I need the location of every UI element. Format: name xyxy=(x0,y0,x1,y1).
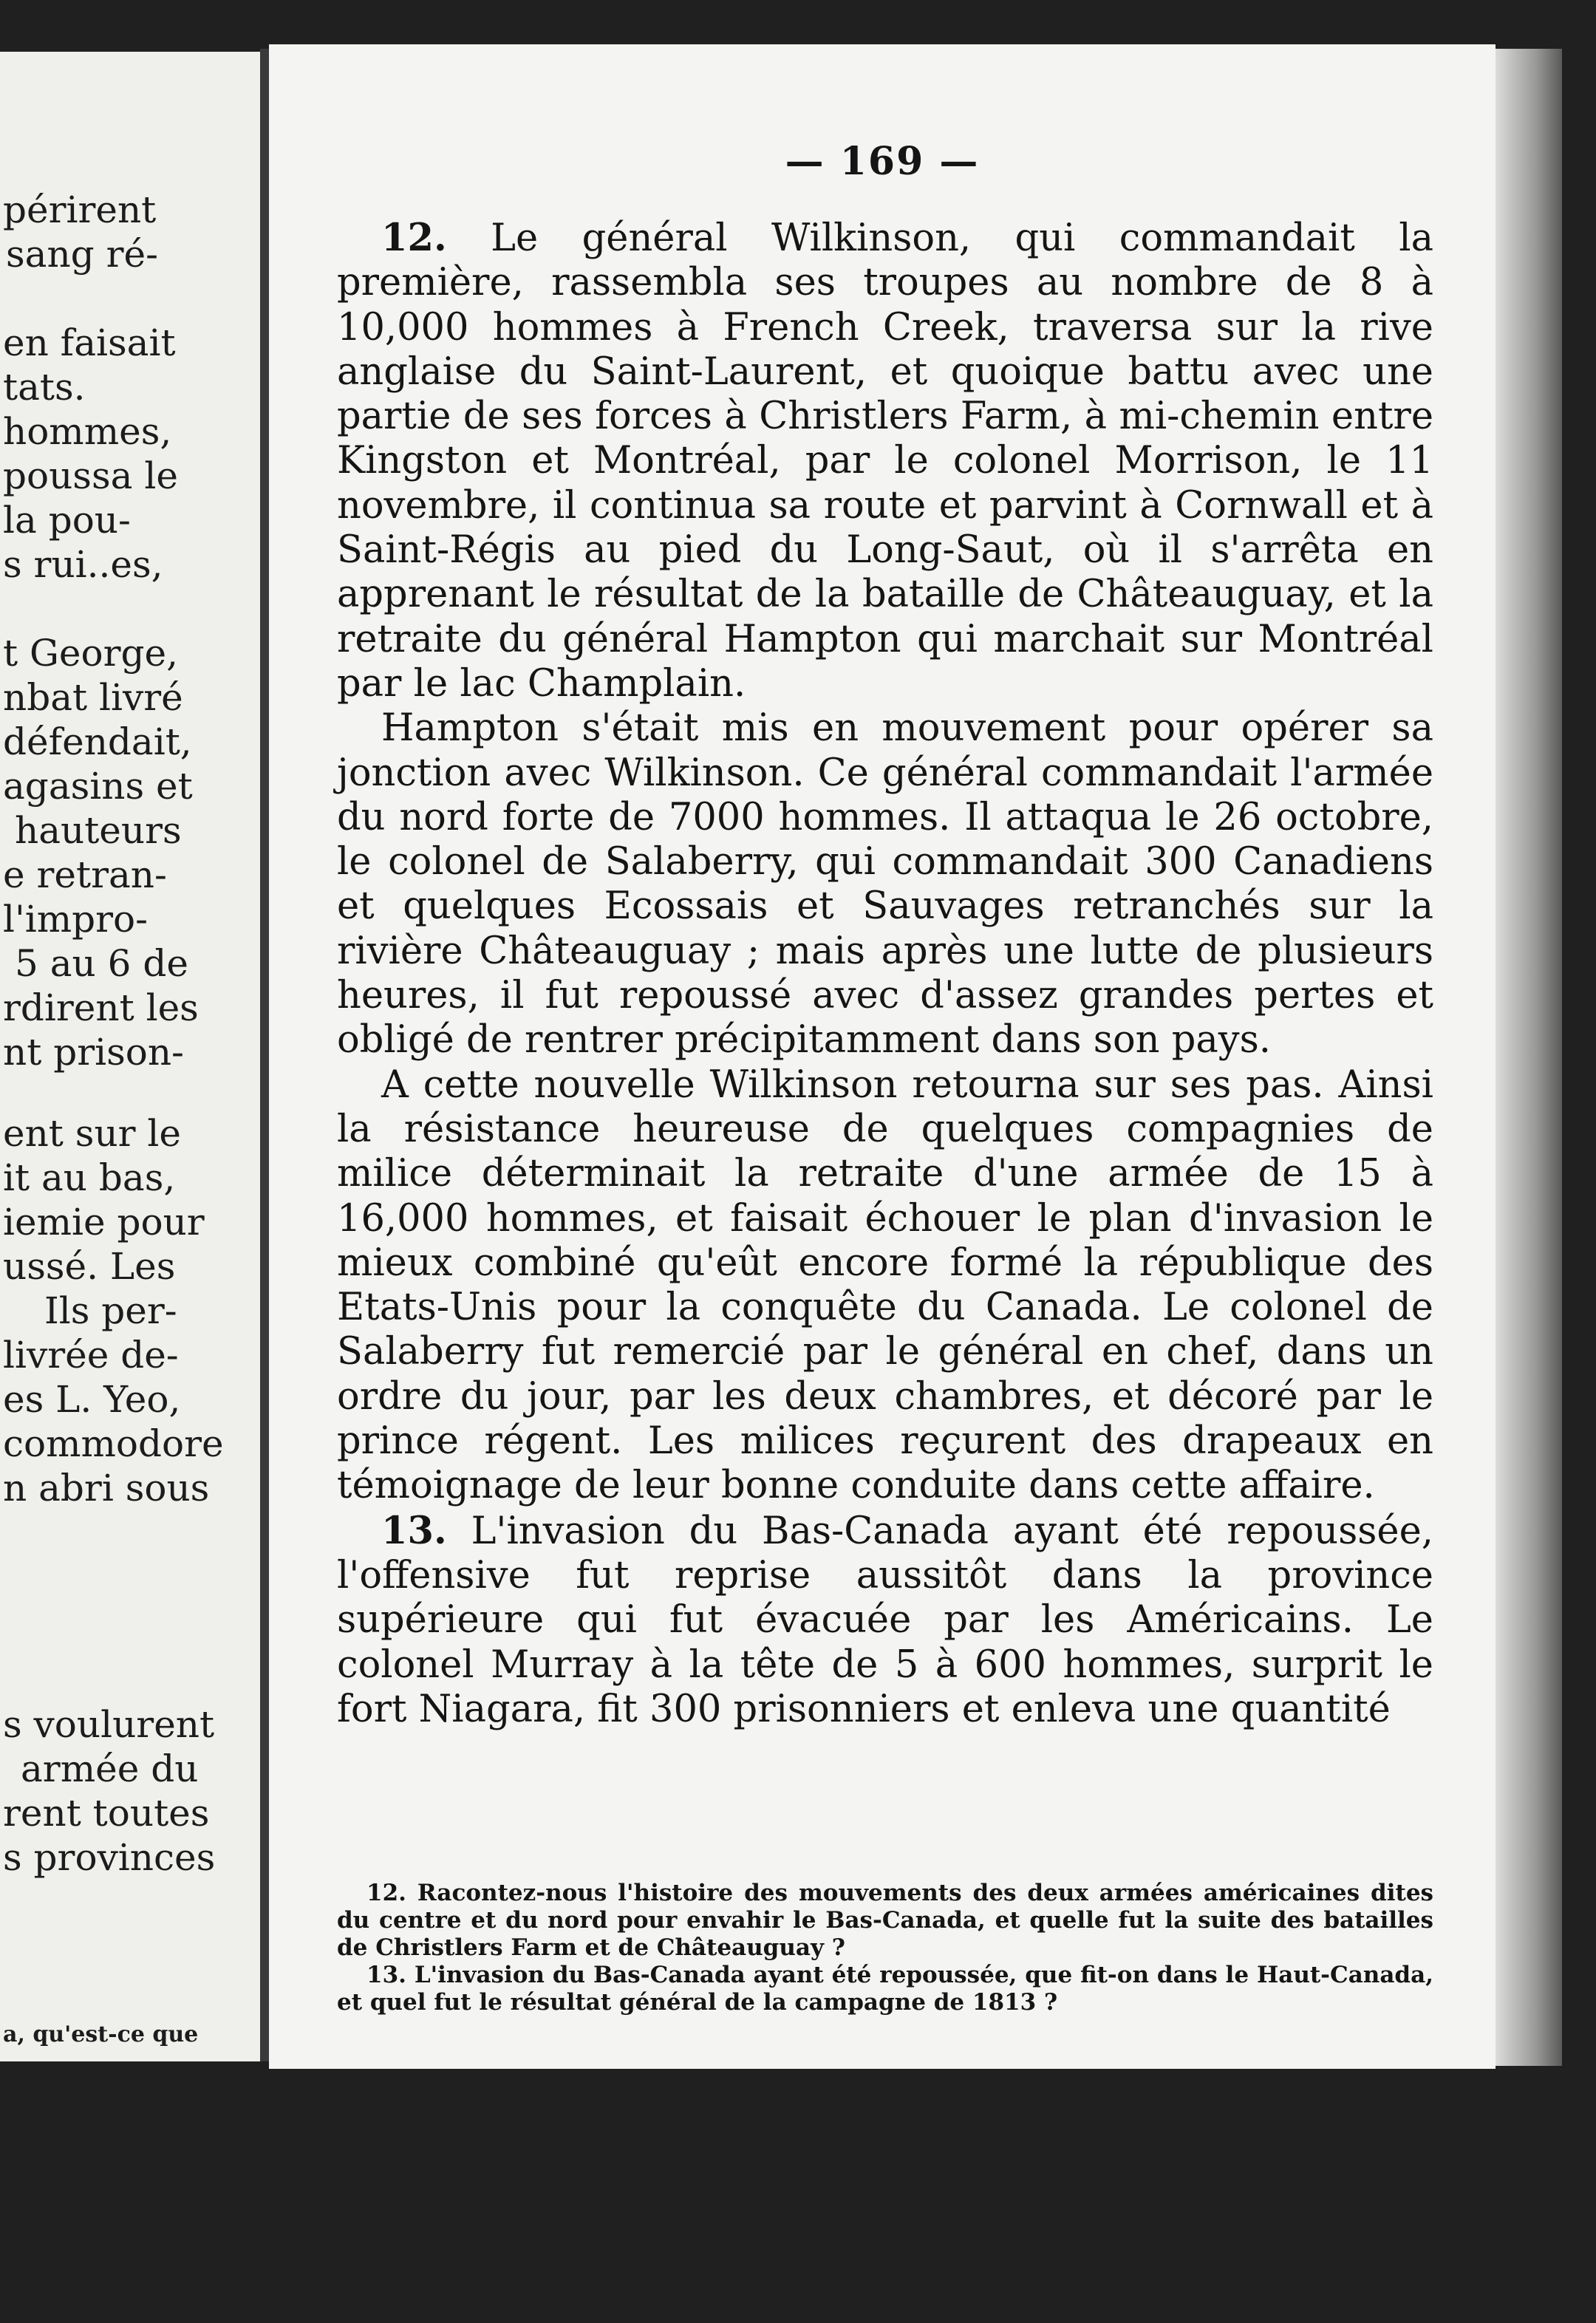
paragraph-text: A cette nouvelle Wilkinson retourna sur ses pas. Ainsi la résistance heureuse de quelques compagnies de milice déterminait la retraite d'une armée de 15 à 16,000 hommes, et faisait échouer le plan d'invasion le mieux combiné qu'eût encore formé la république des Etats-Unis pour la conquête du Canada. Le colonel de Salaberry fut remercié par le général en chef, dans un ordre du jour, par les deux chambres, et décoré par le prince régent. Les milices reçurent des drapeaux en témoignage de leur bonne conduite dans cette affaire. xyxy=(337,1062,1433,1508)
left-facing-page xyxy=(0,52,262,2061)
left-page-line: périrent xyxy=(3,188,157,231)
left-page-line: ussé. Les xyxy=(3,1245,176,1288)
paragraph-13 xyxy=(337,1509,1433,1732)
left-page-line: 5 au 6 de xyxy=(15,942,188,985)
left-page-line: commodore xyxy=(3,1422,224,1465)
paragraph-text: Le général Wilkinson, qui commandait la première, rassembla ses troupes au nombre de 8 à 10,000 hommes à French Creek, traversa sur la rive anglaise du Saint-Laurent, et quoique battu avec une partie de ses forces à Christlers Farm, à mi-chemin entre Kingston et Montréal, par le colonel Morrison, le 11 novembre, il continua sa route et parvint à Cornwall et à Saint-Régis au pied du Long-Saut, où il s'arrêta en apprenant le résultat de la bataille de Châteauguay, et la retraite du général Hampton qui marchait sur Montréal par le lac Champlain. xyxy=(337,216,1433,706)
left-page-line: défendait, xyxy=(3,720,192,763)
body-text xyxy=(337,216,1433,1732)
left-page-line: agasins et xyxy=(3,765,193,808)
left-page-line: t George, xyxy=(3,632,179,675)
left-page-line: en faisait xyxy=(3,321,176,364)
footnotes xyxy=(337,1880,1433,2016)
book-gutter xyxy=(260,49,269,2061)
left-page-line: n abri sous xyxy=(3,1467,210,1510)
paragraph-number: 12. xyxy=(381,216,447,260)
paragraph-wilkinson-retreat xyxy=(337,1063,1433,1509)
left-page-line: s voulurent xyxy=(3,1703,215,1746)
left-page-line: l'impro- xyxy=(3,898,149,941)
left-page-line: nbat livré xyxy=(3,676,183,719)
left-page-line: e retran- xyxy=(3,853,167,896)
main-page xyxy=(269,44,1496,2069)
page-edge-stack xyxy=(1496,49,1562,2066)
footnote-13: 13. L'invasion du Bas-Canada ayant été repoussée, que fit-on dans le Haut-Canada, et quel fut le résultat général de la campagne de 1813 ? xyxy=(337,1962,1433,2016)
left-page-line: rent toutes xyxy=(3,1792,210,1835)
paragraph-text: L'invasion du Bas-Canada ayant été repoussée, l'offensive fut reprise aussitôt dans la province supérieure qui fut évacuée par les Américains. Le colonel Murray à la tête de 5 à 600 hommes, surprit le fort Niagara, fit 300 prisonniers et enleva une quantité xyxy=(337,1509,1433,1731)
left-page-line: tats. xyxy=(3,366,86,409)
left-page-line: Ils per- xyxy=(44,1289,177,1332)
left-page-line: rdirent les xyxy=(3,986,199,1029)
left-page-line: sang ré- xyxy=(6,233,158,276)
left-page-line: iemie pour xyxy=(3,1201,205,1244)
left-page-line: nt prison- xyxy=(3,1031,184,1074)
left-page-line: poussa le xyxy=(3,454,178,497)
footnote-12: 12. Racontez-nous l'histoire des mouvements des deux armées américaines dites du centre et du nord pour envahir le Bas-Canada, et quelle fut la suite des batailles de Christlers Farm et de Châteauguay ? xyxy=(337,1880,1433,1961)
left-page-line: hommes, xyxy=(3,410,172,453)
left-page-line: es L. Yeo, xyxy=(3,1378,181,1421)
left-page-line: hauteurs xyxy=(15,809,182,852)
left-page-line: s provinces xyxy=(3,1836,216,1879)
paragraph-12 xyxy=(337,216,1433,706)
left-page-line: s rui..es, xyxy=(3,543,163,586)
left-page-line: livrée de- xyxy=(3,1334,179,1377)
paragraph-hampton xyxy=(337,706,1433,1062)
paragraph-text: Hampton s'était mis en mouvement pour opérer sa jonction avec Wilkinson. Ce général commandait l'armée du nord forte de 7000 hommes. Il attaqua le 26 octobre, le colonel de Salaberry, qui commandait 300 Canadiens et quelques Ecossais et Sauvages retranchés sur la rivière Châteauguay ; mais après une lutte de plusieurs heures, il fut repoussé avec d'assez grandes pertes et obligé de rentrer précipitamment dans son pays. xyxy=(337,706,1433,1062)
left-page-footnote-line: a, qu'est-ce que xyxy=(3,2022,199,2047)
left-page-line: la pou- xyxy=(3,499,131,542)
page-number: — 169 — xyxy=(785,139,980,184)
left-page-line: armée du xyxy=(21,1747,199,1790)
left-page-line: ent sur le xyxy=(3,1112,182,1155)
left-page-line: it au bas, xyxy=(3,1156,176,1199)
paragraph-number: 13. xyxy=(381,1508,447,1553)
